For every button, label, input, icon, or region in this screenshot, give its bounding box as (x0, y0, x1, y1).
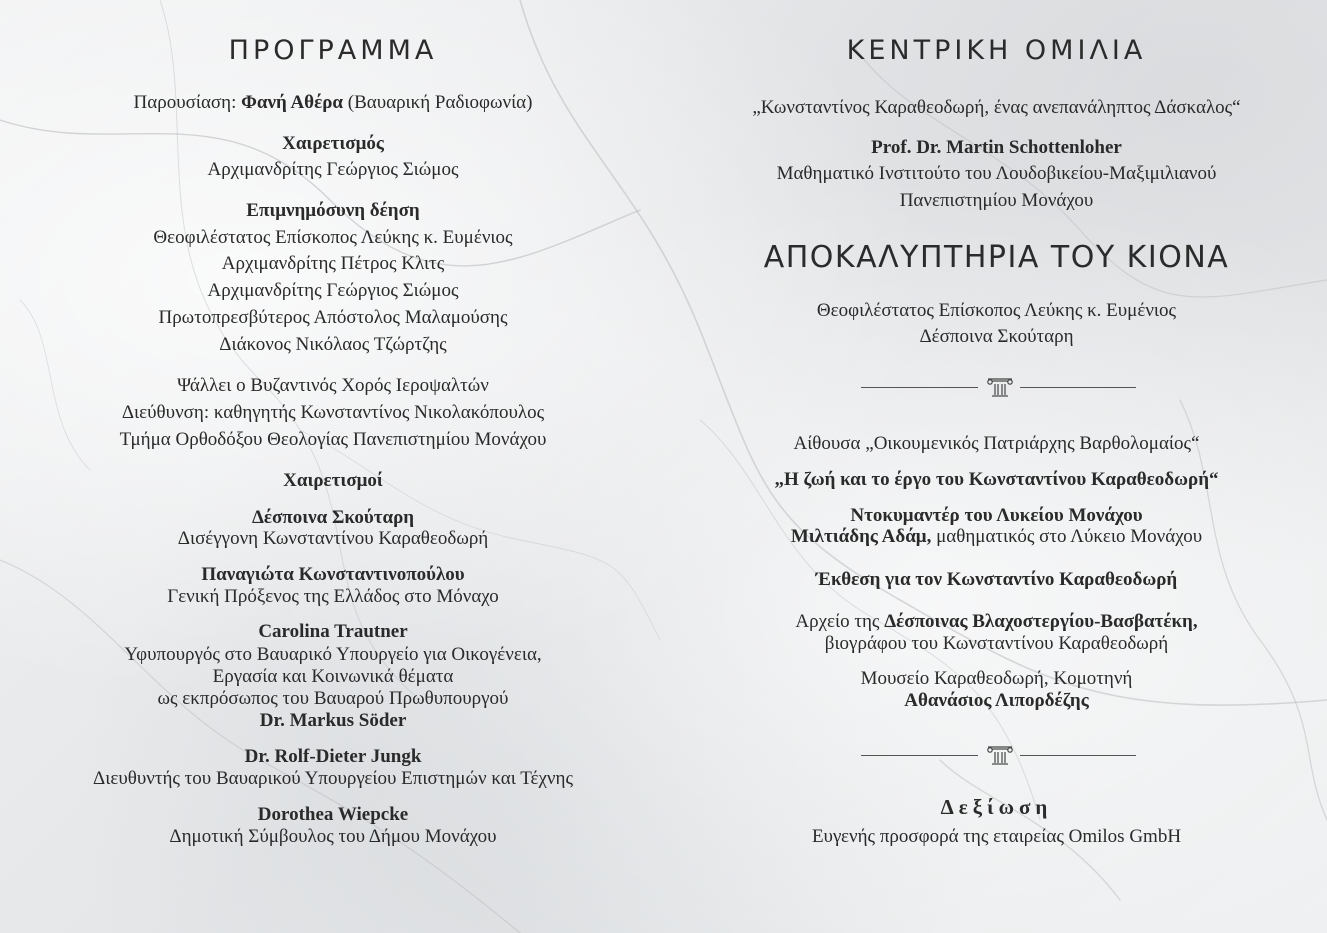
greeting-person: Αρχιμανδρίτης Γεώργιος Σιώμος (207, 159, 459, 180)
speaker-role: Γενική Πρόξενος της Ελλάδος στο Μόναχο (167, 586, 499, 607)
presentation-label: Παρουσίαση: (133, 92, 237, 113)
memorial-person: Θεοφιλέστατος Επίσκοπος Λεύκης κ. Ευμένιος (153, 227, 513, 248)
presenter-name: Φανή Αθέρα (241, 92, 343, 113)
memorial-person: Διάκονος Νικόλαος Τζώρτζης (219, 334, 447, 355)
reception-sponsor: Ευγενής προσφορά της εταιρείας Omilos GmbH (811, 826, 1182, 847)
greeting-title: Χαιρετισμός (282, 133, 384, 154)
presenter-org: (Βαυαρική Ραδιοφωνία) (347, 92, 533, 113)
speaker-name: Carolina Trautner (258, 621, 408, 642)
greetings-title: Χαιρετισμοί (283, 470, 383, 491)
unveiling-title: ΑΠΟΚΑΛΥΠΤΗΡΙΑ ΤΟΥ ΚΙΟΝΑ (763, 240, 1230, 275)
memorial-person: Αρχιμανδρίτης Πέτρος Κλιτς (221, 253, 445, 274)
choir-line: Διεύθυνση: καθηγητής Κωνσταντίνος Νικολακόπουλος (121, 402, 545, 423)
speaker-name: Παναγιώτα Κωνσταντινοπούλου (201, 564, 465, 585)
speaker-name: Dr. Rolf-Dieter Jungk (244, 746, 422, 767)
speaker-name: Δέσποινα Σκούταρη (251, 507, 415, 528)
memorial-person: Αρχιμανδρίτης Γεώργιος Σιώμος (207, 280, 459, 301)
speaker-role: ως εκπρόσωπος του Βαυαρού Πρωθυπουργού (157, 688, 509, 709)
unveiling-person: Δέσποινα Σκούταρη (919, 326, 1074, 347)
choir-line: Ψάλλει ο Βυζαντινός Χορός Ιεροψαλτών (177, 375, 489, 396)
ionic-column-icon (986, 376, 1014, 398)
museum-person: Αθανάσιος Λιπορδέζης (904, 690, 1089, 711)
documentary-line: Ντοκυμαντέρ του Λυκείου Μονάχου (850, 505, 1143, 526)
keynote-speaker: Prof. Dr. Martin Schottenloher (871, 137, 1122, 158)
ionic-column-icon (986, 744, 1014, 766)
museum-line: Μουσείο Καραθεοδωρή, Κομοτηνή (860, 668, 1133, 689)
unveiling-person: Θεοφιλέστατος Επίσκοπος Λεύκης κ. Ευμένιος (816, 300, 1177, 321)
film-title: „Η ζωή και το έργο του Κωνσταντίνου Καραθεοδωρή“ (774, 469, 1219, 490)
documentary-credit (666, 525, 1327, 549)
documentary-author: Μιλτιάδης Αδάμ, (790, 526, 932, 547)
speaker-role: Υφυπουργός στο Βαυαρικό Υπουργείο για Οικογένεια, (124, 644, 542, 665)
column-divider (666, 374, 1327, 398)
speaker-name: Dorothea Wiepcke (257, 804, 409, 825)
reception-title: Δεξίωση (940, 795, 1053, 819)
documentary-author-role: μαθηματικός στο Λύκειο Μονάχου (936, 526, 1203, 547)
memorial-person: Πρωτοπρεσβύτερος Απόστολος Μαλαμούσης (158, 307, 508, 328)
memorial-title: Επιμνημόσυνη δέηση (246, 200, 420, 221)
speaker-role: Εργασία και Κοινωνικά θέματα (212, 666, 454, 687)
speaker-role: Δισέγγονη Κωνσταντίνου Καραθεοδωρή (177, 528, 489, 549)
speaker-role: Δημοτική Σύμβουλος του Δήμου Μονάχου (169, 826, 497, 847)
speaker-role: Διευθυντής του Βαυαρικού Υπουργείου Επιστημών και Τέχνης (93, 768, 573, 789)
keynote-affiliation: Πανεπιστημίου Μονάχου (899, 190, 1094, 211)
archive-line (666, 610, 1327, 634)
presentation-line (0, 91, 666, 115)
choir-line: Τμήμα Ορθοδόξου Θεολογίας Πανεπιστημίου Μονάχου (119, 429, 547, 450)
keynote-topic: „Κωνσταντίνος Καραθεοδωρή, ένας ανεπανάληπτος Δάσκαλος“ (752, 97, 1241, 118)
archive-line-2: βιογράφου του Κωνσταντίνου Καραθεοδωρή (824, 633, 1169, 654)
keynote-title: ΚΕΝΤΡΙΚΗ ΟΜΙΛΙΑ (846, 35, 1147, 66)
program-title: ΠΡΟΓΡΑΜΜΑ (228, 35, 438, 66)
hall-name: Αίθουσα „Οικουμενικός Πατριάρχης Βαρθολομαίος“ (793, 433, 1200, 454)
archive-name: Δέσποινας Βλαχοστεργίου-Βασβατέκη, (884, 611, 1198, 632)
column-divider (666, 742, 1327, 766)
keynote-affiliation: Μαθηματικό Ινστιτούτο του Λουδοβικείου-Μαξιμιλιανού (776, 163, 1217, 184)
exhibition-title: Έκθεση για τον Κωνσταντίνο Καραθεοδωρή (815, 569, 1178, 590)
speaker-extra-name: Dr. Markus Söder (259, 710, 407, 731)
archive-prefix: Αρχείο της (795, 611, 880, 632)
